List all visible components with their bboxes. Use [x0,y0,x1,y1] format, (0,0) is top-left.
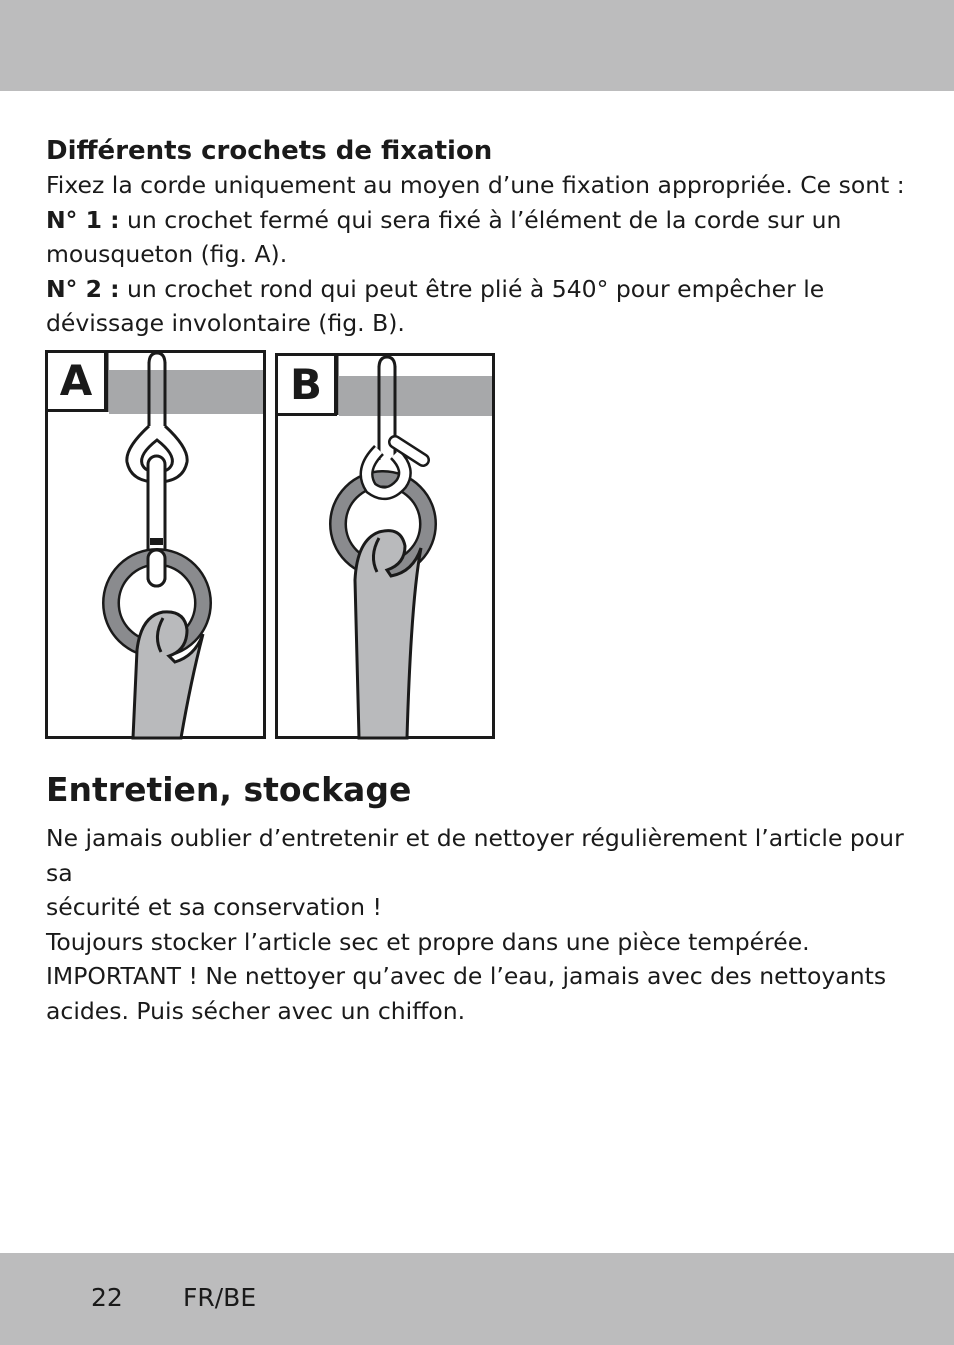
item-2-label: N° 2 : [46,274,120,303]
figures-a-b [45,350,497,740]
footer-band [0,1253,954,1345]
figure-a-bolt-top [149,353,165,364]
item-1-line-2: mousqueton (fig. A). [46,240,288,268]
figure-a-carabiner-gate [150,538,163,545]
item-2-line-2: dévissage involontaire (fig. B). [46,309,405,337]
figure-b [277,355,494,739]
figure-a-beam [109,370,263,414]
section-title-maintenance: Entretien, stockage [46,770,412,809]
maintenance-line-1: Ne jamais oublier d’entretenir et de nettoyer régulièrement l’article pour sa [46,824,904,887]
maintenance-line-2: sécurité et sa conservation ! [46,893,382,921]
figure-a-carabiner-front [148,550,165,586]
item-1-line-1 [46,203,906,238]
maintenance-line-5: acides. Puis sécher avec un chiffon. [46,996,466,1025]
locale-code: FR/BE [183,1283,257,1312]
figure-b-hook-top [379,357,395,368]
intro-text: Fixez la corde uniquement au moyen d’une fixation appropriée. Ce sont : [46,171,905,199]
section-fixation-hooks [46,134,906,341]
hook-illustrations [45,350,497,740]
maintenance-line-3: Toujours stocker l’article sec et propre dans une pièce tempérée. [46,927,810,956]
item-1-text: un crochet fermé qui sera fixé à l’élément de la corde sur un [119,205,842,234]
header-band [0,0,954,91]
figure-b-beam [339,376,492,416]
item-2-text: un crochet rond qui peut être plié à 540° pour empêcher le [119,274,825,303]
section-maintenance-body [46,821,916,1028]
maintenance-line-4: IMPORTANT ! Ne nettoyer qu’avec de l’eau, jamais avec des nettoyants [46,962,887,990]
section-title: Différents crochets de fixation [46,136,493,166]
page-number: 22 [91,1283,123,1312]
figure-a-label: A [59,356,93,405]
item-2-line-1 [46,272,906,307]
item-1-label: N° 1 : [46,205,120,234]
figure-a [47,352,265,739]
figure-b-label: B [289,360,323,409]
